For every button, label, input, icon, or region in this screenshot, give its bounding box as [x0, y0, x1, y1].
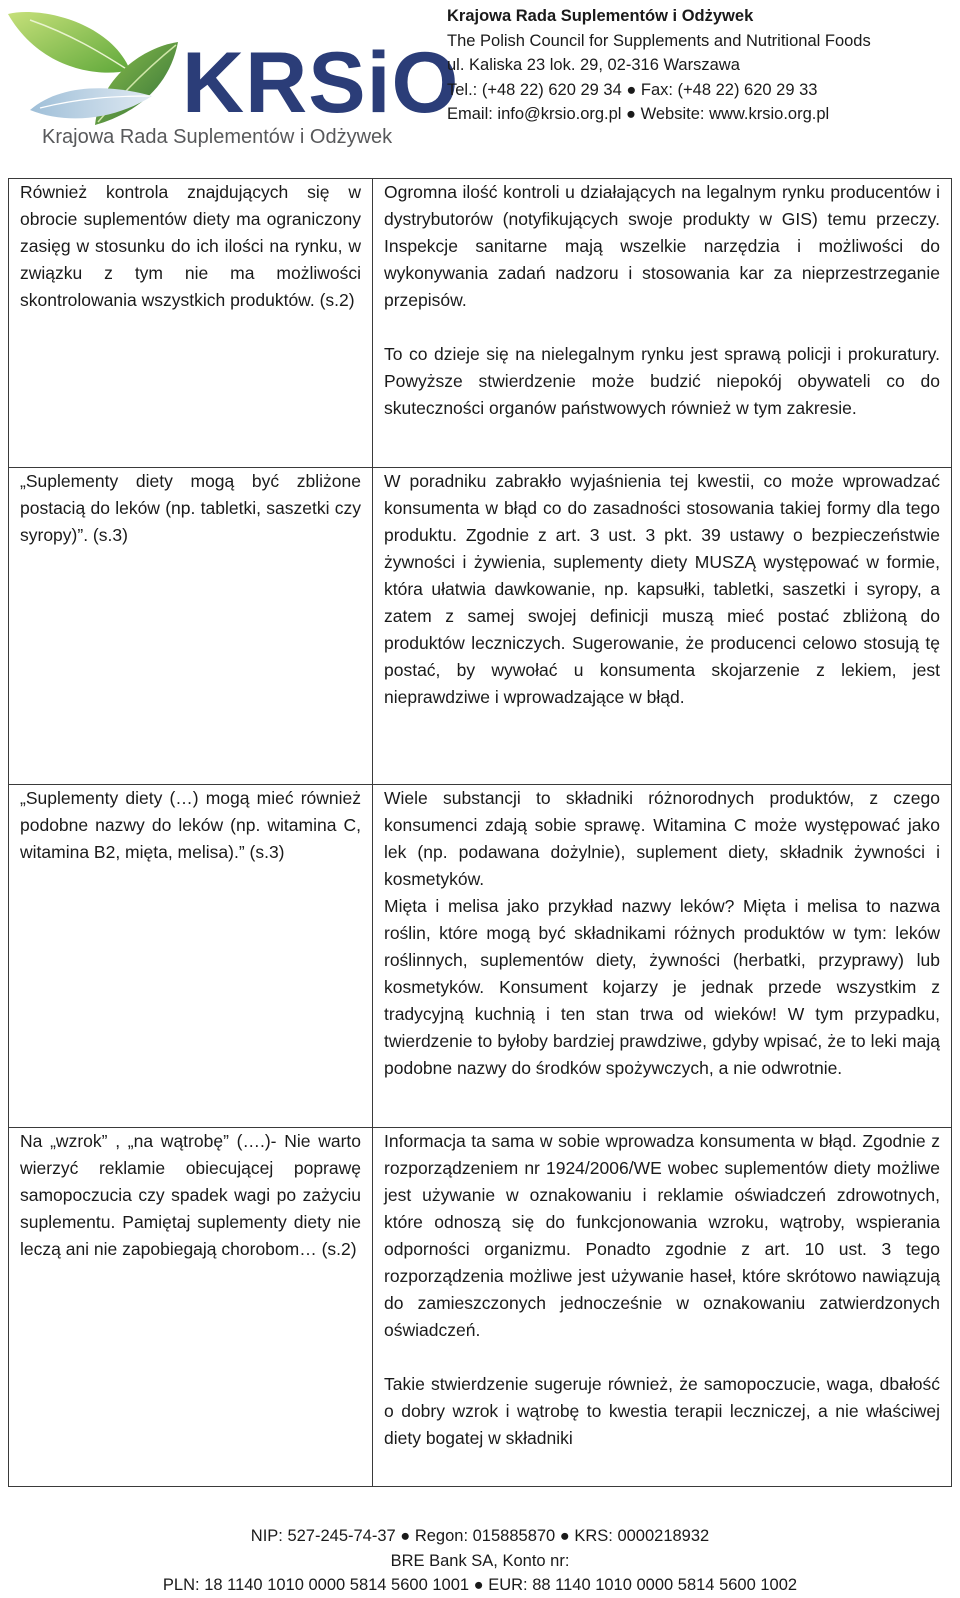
contact-block: [447, 4, 871, 127]
table-row: [9, 1128, 952, 1487]
leaf-logo-icon: [0, 0, 190, 130]
quote-cell: [9, 179, 373, 468]
page-footer: [0, 1524, 960, 1598]
comments-table: [8, 178, 952, 1487]
logo-subtitle: Krajowa Rada Suplementów i Odżywek: [42, 126, 393, 148]
quote-text: „Suplementy diety mogą być zbliżone postacią do leków (np. tabletki, saszetki czy syropy)”. (s.3): [20, 471, 361, 545]
response-text: Wiele substancji to składniki różnorodnych produktów, z czego konsumenci zdają sobie sprawę. Witamina C może występować jako lek (np. podawana dożylnie), suplement diety, składnik żywności i kosmetyków.: [384, 788, 940, 889]
table-row: [9, 468, 952, 785]
org-name-en: The Polish Council for Supplements and Nutritional Foods: [447, 31, 871, 50]
table-row: [9, 785, 952, 1128]
footer-bank: BRE Bank SA, Konto nr:: [390, 1551, 570, 1570]
response-text: Informacja ta sama w sobie wprowadza konsumenta w błąd. Zgodnie z rozporządzeniem nr 1924/2006/WE wobec suplementów diety możliwe jest używanie w oznakowaniu i reklamie oświadczeń zdrowotnych, które odnoszą się do funkcjonowania wzroku, wątroby, wspierania odporności organizmu. Ponadto zgodnie z art. 10 ust. 3 tego rozporządzenia możliwe jest używanie haseł, które skrótowo nawiązują do zamieszczonych jednocześnie w oznakowaniu zatwierdzonych oświadczeń.: [384, 1131, 940, 1340]
response-cell: [373, 179, 952, 468]
phone-fax: Tel.: (+48 22) 620 29 34 ● Fax: (+48 22) 620 29 33: [447, 80, 818, 99]
response-text: Takie stwierdzenie sugeruje również, że samopoczucie, waga, dbałość o dobry wzrok i wątrobę to kwestia terapii leczniczej, a nie właściwej diety bogatej w składniki: [384, 1374, 940, 1448]
quote-text: Również kontrola znajdujących się w obrocie suplementów diety ma ograniczony zasięg w stosunku do ich ilości na rynku, w związku z tym nie ma możliwości skontrolowania wszystkich produktów. (s.2): [20, 182, 361, 310]
org-name: Krajowa Rada Suplementów i Odżywek: [447, 7, 754, 25]
response-text: To co dzieje się na nielegalnym rynku jest sprawą policji i prokuratury. Powyższe stwierdzenie może budzić niepokój obywateli co do skuteczności organów państwowych również w tym zakresie.: [384, 344, 940, 418]
response-text: W poradniku zabrakło wyjaśnienia tej kwestii, co może wprowadzać konsumenta w błąd co do zasadności stosowania takiej formy dla tego produktu. Zgodnie z art. 3 ust. 3 pkt. 39 ustawy o bezpieczeństwie żywności i żywienia, suplementy diety MUSZĄ występować w formie, która ułatwia dawkowanie, np. kapsułki, tabletki, saszetki i syropy, a zatem z samej swojej definicji muszą mieć postać zbliżoną do produktów leczniczych. Sugerowanie, że producenci celowo stosują tę postać, by wywołać u konsumenta skojarzenie z lekiem, jest nieprawdziwe i wprowadzające w błąd.: [384, 471, 940, 707]
quote-text: „Suplementy diety (…) mogą mieć również podobne nazwy do leków (np. witamina C, witamina B2, mięta, melisa).” (s.3): [20, 788, 361, 862]
quote-cell: [9, 468, 373, 785]
table-row: [9, 179, 952, 468]
quote-text: Na „wzrok” , „na wątrobę” (….)- Nie warto wierzyć reklamie obiecującej poprawę samopoczucia czy spadek wagi po zażyciu suplementu. Pamiętaj suplementy diety nie leczą ani nie zapobiegają chorobom… (s.2): [20, 1131, 361, 1259]
response-text: Mięta i melisa jako przykład nazwy leków? Mięta i melisa to nazwa roślin, które mogą być składnikami różnych produktów w tym: leków roślinnych, suplementów diety, żywności (herbatki, przyprawy) lub kosmetyków. Konsument kojarzy je jednak przede wszystkim z tradycyjną kuchnią i ten stan trwa od wieków! W tym przypadku, twierdzenie to byłoby bardziej prawdziwe, gdyby wpisać, że to leki mają podobne nazwy do środków spożywczych, a nie odwrotnie.: [384, 896, 940, 1078]
response-cell: [373, 1128, 952, 1487]
email-website: Email: info@krsio.org.pl ● Website: www.krsio.org.pl: [447, 105, 830, 123]
footer-registration: NIP: 527-245-74-37 ● Regon: 015885870 ● KRS: 0000218932: [250, 1527, 710, 1545]
response-cell: [373, 468, 952, 785]
footer-accounts: PLN: 18 1140 1010 0000 5814 5600 1001 ● EUR: 88 1140 1010 0000 5814 5600 1002: [162, 1576, 798, 1594]
page-header: [0, 0, 960, 172]
quote-cell: [9, 785, 373, 1128]
krsio-logo: [0, 0, 460, 165]
response-text: Ogromna ilość kontroli u działających na legalnym rynku producentów i dystrybutorów (notyfikujących swoje produkty w GIS) temu przeczy. Inspekcje sanitarne mają wszelkie narzędzia i możliwości do wykonywania zadań nadzoru i stosowania kar za nieprzestrzeganie przepisów.: [384, 182, 940, 310]
logo-wordmark: KRSiO: [182, 35, 460, 131]
response-cell: [373, 785, 952, 1128]
address: ul. Kaliska 23 lok. 29, 02-316 Warszawa: [447, 56, 740, 74]
quote-cell: [9, 1128, 373, 1487]
